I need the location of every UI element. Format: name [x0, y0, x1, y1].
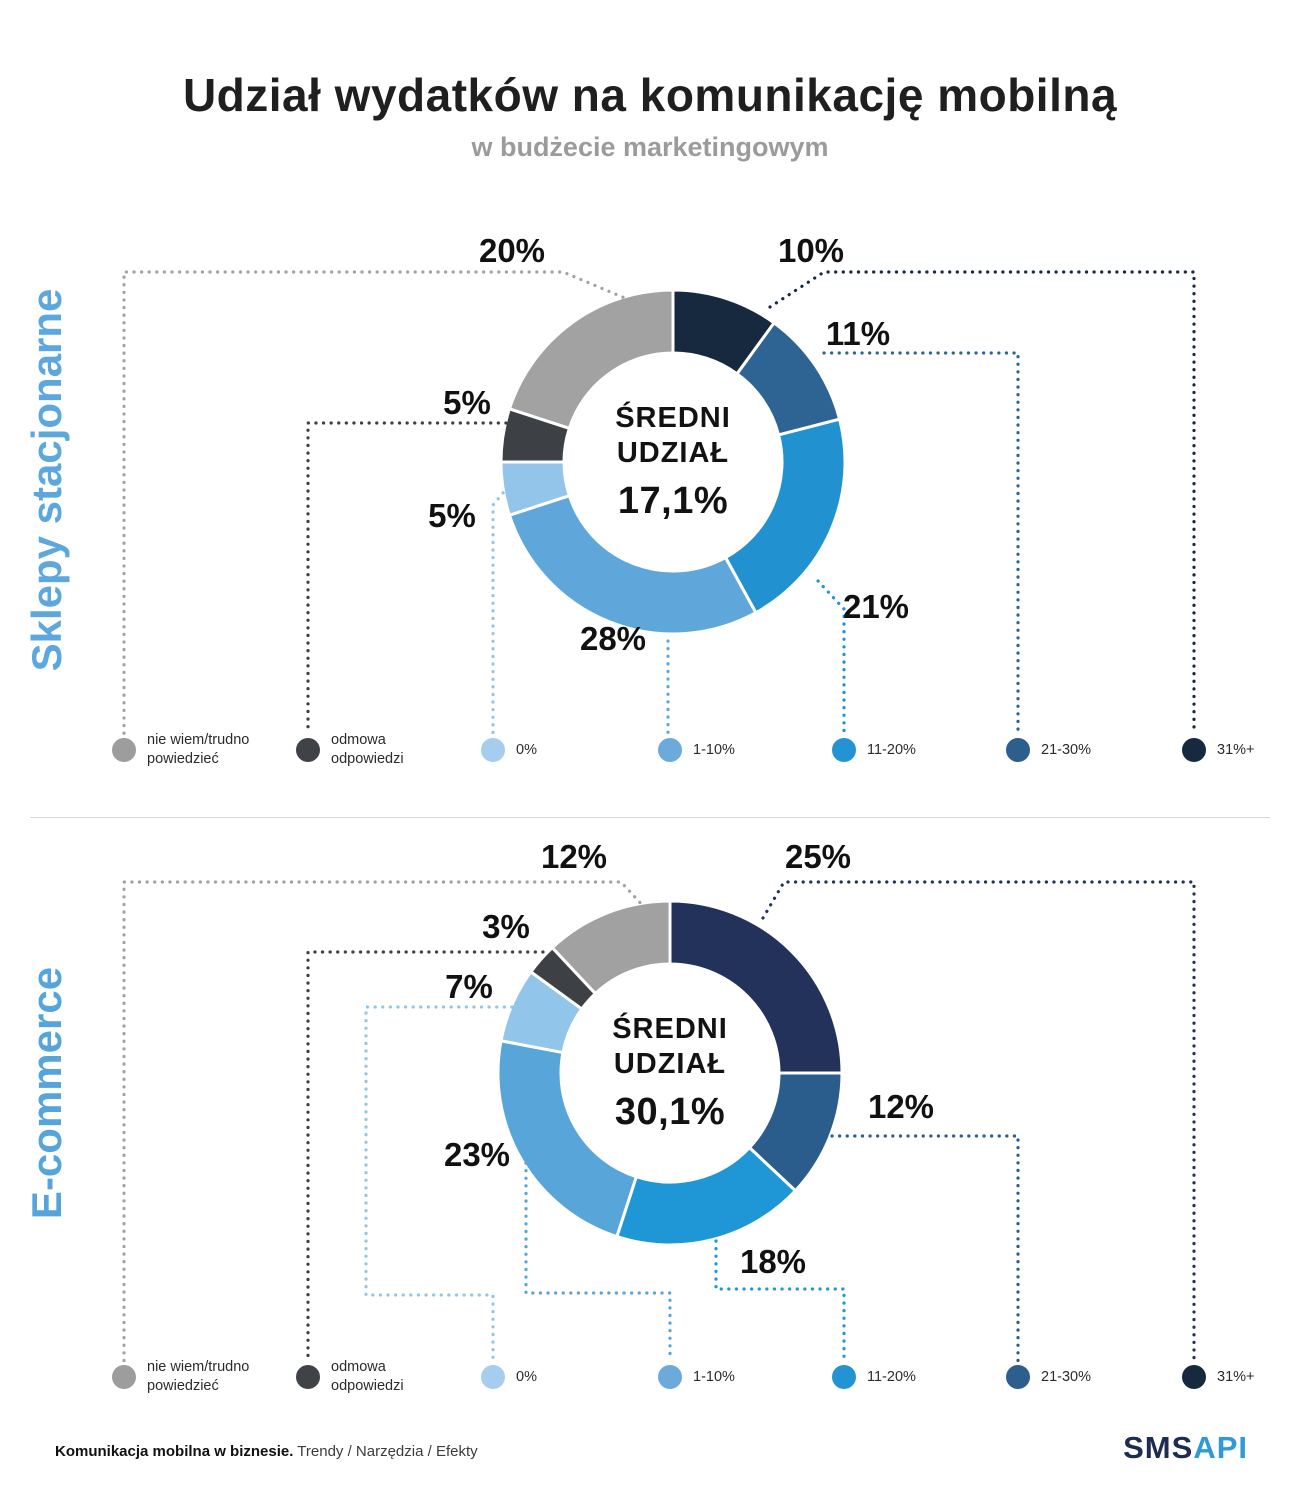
segment-value-label-1-10%: 23%	[443, 1136, 511, 1173]
legend-item-nie-wiem-trudno-powiedzie-	[112, 731, 249, 769]
legend-label: 0%	[516, 1368, 537, 1385]
legend-label: 21-30%	[1041, 741, 1091, 758]
legend-item-21-30%	[1006, 1365, 1091, 1389]
center-value: 17,1%	[617, 479, 729, 522]
legend-dot-icon	[481, 738, 505, 762]
legend-label: 1-10%	[693, 1368, 735, 1385]
section-label-e-commerce: E-commerce	[23, 966, 70, 1220]
legend-dot-icon	[1182, 738, 1206, 762]
legend-dot-icon	[1006, 1365, 1030, 1389]
page-title: Udział wydatków na komunikację mobilną	[182, 69, 1118, 121]
segment-value-label-21-30%: 12%	[867, 1088, 935, 1125]
segment-value-label-nie wiem/trudno powiedzieć: 12%	[540, 838, 608, 875]
legend-item-odmowa-odpowiedzi	[296, 731, 404, 769]
legend-dot-icon	[112, 1365, 136, 1389]
legend-dot-icon	[112, 738, 136, 762]
legend-label: 31%+	[1217, 1368, 1255, 1385]
legend-item-nie-wiem-trudno-powiedzie-	[112, 1358, 249, 1396]
legend-label: 11-20%	[867, 1368, 916, 1385]
legend-item-11-20%	[832, 1365, 916, 1389]
segment-value-label-21-30%: 11%	[825, 315, 891, 352]
legend-dot-icon	[658, 1365, 682, 1389]
leader-line-0%	[366, 1007, 512, 1361]
legend-dot-icon	[296, 1365, 320, 1389]
legend-label: 21-30%	[1041, 1368, 1091, 1385]
donut-center-label-bottom	[550, 1012, 790, 1134]
logo-api: API	[1193, 1430, 1248, 1465]
page-subtitle: w budżecie marketingowym	[471, 132, 829, 162]
legend-dot-icon	[1182, 1365, 1206, 1389]
center-label-line: ŚREDNI	[612, 1013, 728, 1046]
section-label-sklepy-stacjonarne: Sklepy stacjonarne	[23, 288, 70, 672]
section-divider	[30, 817, 1270, 818]
segment-value-label-0%: 5%	[428, 497, 476, 534]
segment-value-label-odmowa odpowiedzi: 5%	[443, 384, 491, 421]
legend-dot-icon	[832, 738, 856, 762]
legend-item-11-20%	[832, 738, 916, 762]
legend-label: odmowa odpowiedzi	[331, 732, 404, 767]
legend-label: nie wiem/trudno powiedzieć	[147, 732, 250, 767]
legend-dot-icon	[832, 1365, 856, 1389]
center-value: 30,1%	[614, 1090, 726, 1133]
donut-center-label-top	[553, 401, 793, 523]
leader-line-21-30%	[832, 1136, 1018, 1361]
legend-item-31%+	[1182, 738, 1255, 762]
legend-item-0%	[481, 1365, 537, 1389]
footer-caption	[55, 1443, 478, 1460]
logo-sms: SMS	[1123, 1430, 1194, 1465]
legend-label: 31%+	[1217, 741, 1255, 758]
legend-label: nie wiem/trudno powiedzieć	[147, 1359, 250, 1394]
segment-value-label-nie wiem/trudno powiedzieć: 20%	[478, 232, 546, 269]
legend-item-1-10%	[658, 738, 735, 762]
legend-item-31%+	[1182, 1365, 1255, 1389]
leader-line-11-20%	[818, 581, 844, 734]
legend-label: odmowa odpowiedzi	[331, 1359, 404, 1394]
center-label-line: ŚREDNI	[615, 402, 731, 435]
segment-value-label-11-20%: 18%	[739, 1243, 807, 1280]
segment-value-label-11-20%: 21%	[842, 588, 910, 625]
legend-label: 1-10%	[693, 741, 735, 758]
legend-label: 0%	[516, 741, 537, 758]
center-label-line: UDZIAŁ	[616, 437, 730, 470]
leader-line-odmowa odpowiedzi	[308, 423, 506, 734]
legend-dot-icon	[658, 738, 682, 762]
legend-item-1-10%	[658, 1365, 735, 1389]
legend-item-21-30%	[1006, 738, 1091, 762]
segment-value-label-0%: 7%	[445, 968, 493, 1005]
segment-value-label-1-10%: 28%	[579, 620, 647, 657]
legend-dot-icon	[481, 1365, 505, 1389]
legend-dot-icon	[1006, 738, 1030, 762]
legend-label: 11-20%	[867, 741, 916, 758]
footer-caption-rest: Trendy / Narzędzia / Efekty	[293, 1443, 478, 1460]
segment-value-label-odmowa odpowiedzi: 3%	[482, 908, 530, 945]
segment-value-label-31%+: 25%	[784, 838, 852, 875]
footer-caption-bold: Komunikacja mobilna w biznesie.	[55, 1443, 294, 1460]
legend-item-odmowa-odpowiedzi	[296, 1358, 404, 1396]
smsapi-logo	[1123, 1430, 1248, 1466]
legend-item-0%	[481, 738, 537, 762]
center-label-line: UDZIAŁ	[613, 1048, 727, 1081]
leader-line-0%	[493, 487, 508, 734]
leader-line-21-30%	[824, 353, 1018, 734]
legend-dot-icon	[296, 738, 320, 762]
segment-value-label-31%+: 10%	[777, 232, 845, 269]
